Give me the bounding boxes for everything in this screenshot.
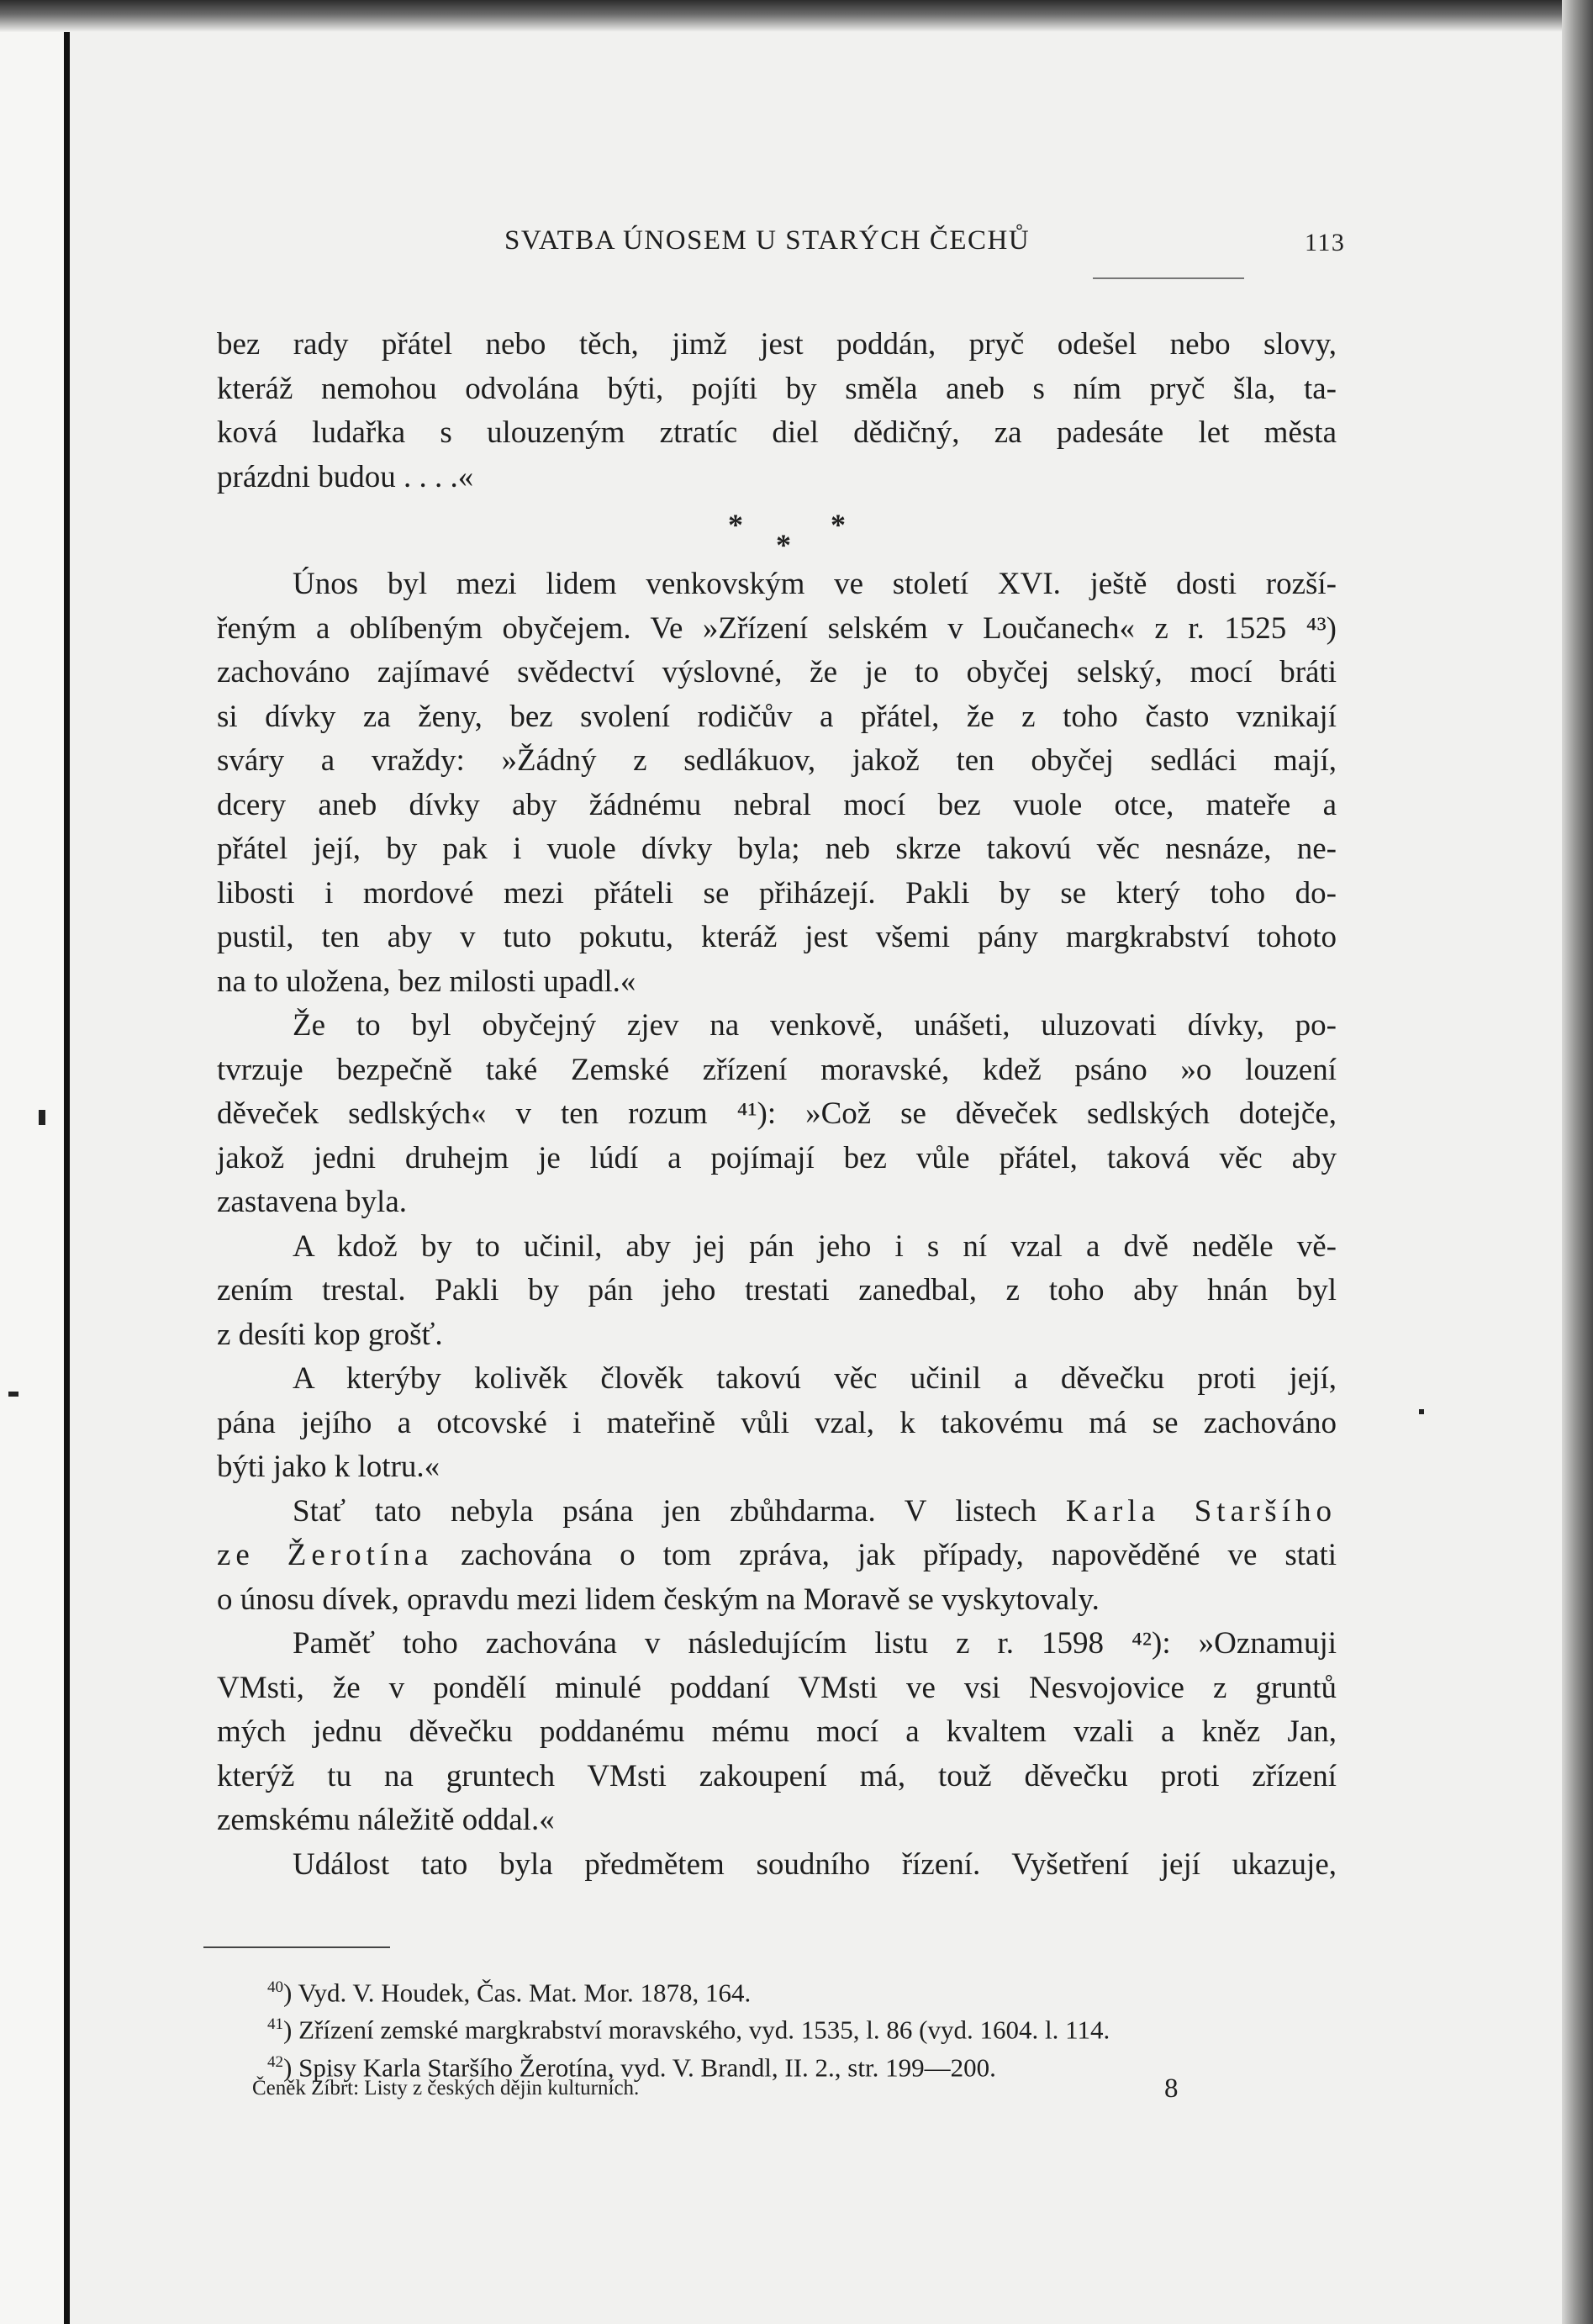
text-line: pána jejího a otcovské i mateřině vůli vzal, k takovému má se zachováno xyxy=(217,1405,1337,1440)
scan-right-edge xyxy=(1562,0,1593,2324)
text-line xyxy=(217,1490,1337,1534)
spaced-name: Karla Staršího xyxy=(1065,1493,1337,1529)
text-line: libosti i mordové mezi přáteli se přiházejí. Pakli by se který toho do- xyxy=(217,875,1337,911)
text-line: na to uložena, bez milosti upadl.« xyxy=(217,964,636,999)
footnote-rule xyxy=(203,1946,390,1948)
text-fragment: Stať tato nebyla psána jen zbůhdarma. V listech xyxy=(293,1493,1037,1529)
scan-left-margin xyxy=(0,0,64,2324)
paragraph-7 xyxy=(217,1843,1337,1888)
scan-binding-edge xyxy=(64,0,70,2324)
text-line: zením trestal. Pakli by pán jeho trestati zanedbal, z toho aby hnán byl xyxy=(217,1273,1337,1307)
text-line: mých jednu děvečku poddanému mému mocí a kvaltem vzali a kněz Jan, xyxy=(217,1714,1337,1749)
text-fragment: zachována o tom zpráva, jak případy, napověděné ve stati xyxy=(461,1538,1337,1572)
footnote-marker: 41 xyxy=(267,2015,283,2034)
page-number: 113 xyxy=(1305,229,1346,256)
header-rule xyxy=(1093,277,1244,279)
asterisk: * xyxy=(728,508,743,541)
text-line: zachováno zajímavé svědectví výslovné, že je to obyčej selský, mocí bráti xyxy=(217,655,1337,689)
footnote-text: Zřízení zemské margkrabství moravského, vyd. 1535, l. 86 (vyd. 1604. l. 114. xyxy=(298,2015,1110,2045)
text-line: ková ludařka s ulouzeným ztratíc diel dědičný, za padesáte let města xyxy=(217,415,1337,450)
text-line: tvrzuje bezpečně také Zemské zřízení moravské, kdež psáno »o louzení xyxy=(217,1052,1337,1087)
text-line: kteráž nemohou odvolána býti, pojíti by směla aneb s ním pryč šla, ta- xyxy=(217,371,1337,406)
text-line: Únos byl mezi lidem venkovským ve století XVI. ještě dosti rozší- xyxy=(293,567,1337,601)
scan-top-edge xyxy=(0,0,1593,32)
text-line: Paměť toho zachována v následujícím listu z r. 1598 ⁴²): »Oznamuji xyxy=(293,1626,1337,1661)
text-line: pustil, ten aby v tuto pokutu, kteráž jest všemi pány margkrabství tohoto xyxy=(217,920,1337,954)
running-header xyxy=(504,225,1387,267)
text-line: Že to byl obyčejný zjev na venkově, unášeti, uluzovati dívky, po- xyxy=(293,1008,1337,1043)
section-break-asterisks xyxy=(217,499,1337,563)
text-line: prázdni budou . . . .« xyxy=(217,459,474,494)
text-line: A kdož by to učinil, aby jej pán jeho i s ní vzal a dvě neděle vě- xyxy=(293,1228,1337,1264)
text-line xyxy=(217,1534,1337,1578)
text-line: si dívky za ženy, bez svolení rodičův a přátel, že z toho často vznikají xyxy=(217,699,1337,734)
asterisk: * xyxy=(776,528,791,562)
text-line: VMsti, že v pondělí minulé poddaní VMsti ve vsi Nesvojovice z gruntů xyxy=(217,1670,1337,1705)
asterisk: * xyxy=(831,508,846,541)
footnote: $^{42}$) Spisy Karla Staršího Žerotína, vyd. V. Brandl, II. 2., str. 199—200. xyxy=(267,2052,996,2082)
paragraph-3 xyxy=(217,1225,1337,1358)
signature-text: Čeněk Zíbrt: Listy z českých dějin kulturních. xyxy=(252,2077,640,2100)
footnote-text: Vyd. V. Houdek, Čas. Mat. Mor. 1878, 164. xyxy=(298,1978,752,2008)
text-line: A kterýby kolivěk člověk takovú věc učinil a děvečku proti její, xyxy=(293,1361,1337,1396)
footnote: $^{41}$) Zřízení zemské margkrabství moravského, vyd. 1535, l. 86 (vyd. 1604. l. 114. xyxy=(267,2015,1110,2045)
text-line: dcery aneb dívky aby žádnému nebral mocí bez vuole otce, mateře a xyxy=(217,787,1337,822)
text-line: kterýž tu na gruntech VMsti zakoupení má, touž děvečku proti zřízení xyxy=(217,1758,1337,1793)
paragraph-6 xyxy=(217,1622,1337,1843)
scan-mark xyxy=(8,1392,18,1397)
text-line: zemskému náležitě oddal.« xyxy=(217,1803,555,1837)
text-line: jakož jedni druhejm je lúdí a pojímají bez vůle přátel, taková věc aby xyxy=(217,1140,1337,1175)
footnote-marker: 42 xyxy=(267,2052,283,2071)
text-line: býti jako k lotru.« xyxy=(217,1450,440,1484)
footnote-text: Spisy Karla Staršího Žerotína, vyd. V. Brandl, II. 2., str. 199—200. xyxy=(298,2052,996,2082)
paragraph-4 xyxy=(217,1357,1337,1490)
text-line: zastavena byla. xyxy=(217,1185,407,1219)
text-line: Událost tato byla předmětem soudního řízení. Vyšetření její ukazuje, xyxy=(293,1846,1337,1882)
text-line: z desíti kop grošť. xyxy=(217,1317,443,1352)
text-line: sváry a vraždy: »Žádný z sedlákuov, jakož ten obyčej sedláci mají, xyxy=(217,743,1337,778)
text-line: děveček sedlských« v ten rozum ⁴¹): »Což se děveček sedlských dotejče, xyxy=(217,1096,1337,1131)
footnotes xyxy=(267,1972,1377,2084)
printer-signature xyxy=(252,2073,1219,2110)
text-line: o únosu dívek, opravdu mezi lidem českým na Moravě se vyskytovaly. xyxy=(217,1582,1100,1617)
paragraph-1 xyxy=(217,563,1337,1004)
sheet-number: 8 xyxy=(1164,2073,1179,2104)
footnote: $^{40}$) Vyd. V. Houdek, Čas. Mat. Mor. 1878, 164. xyxy=(267,1978,752,2008)
paragraph-5 xyxy=(217,1490,1337,1623)
paragraph-continued xyxy=(217,323,1337,499)
running-title: SVATBA ÚNOSEM U STARÝCH ČECHŮ xyxy=(504,225,1031,256)
footnote-marker: 40 xyxy=(267,1978,283,1996)
text-line: řeným a oblíbeným obyčejem. Ve »Zřízení selském v Loučanech« z r. 1525 ⁴³) xyxy=(217,610,1337,646)
scan-mark xyxy=(1419,1409,1424,1414)
body-text xyxy=(217,323,1337,1887)
paragraph-2 xyxy=(217,1004,1337,1225)
scan-mark xyxy=(39,1110,45,1125)
spaced-name: ze Žerotína xyxy=(217,1538,434,1572)
text-line: bez rady přátel nebo těch, jimž jest poddán, pryč odešel nebo slovy, xyxy=(217,327,1337,362)
text-line: přátel její, by pak i vuole dívky byla; neb skrze takovú věc nesnáze, ne- xyxy=(217,832,1337,866)
